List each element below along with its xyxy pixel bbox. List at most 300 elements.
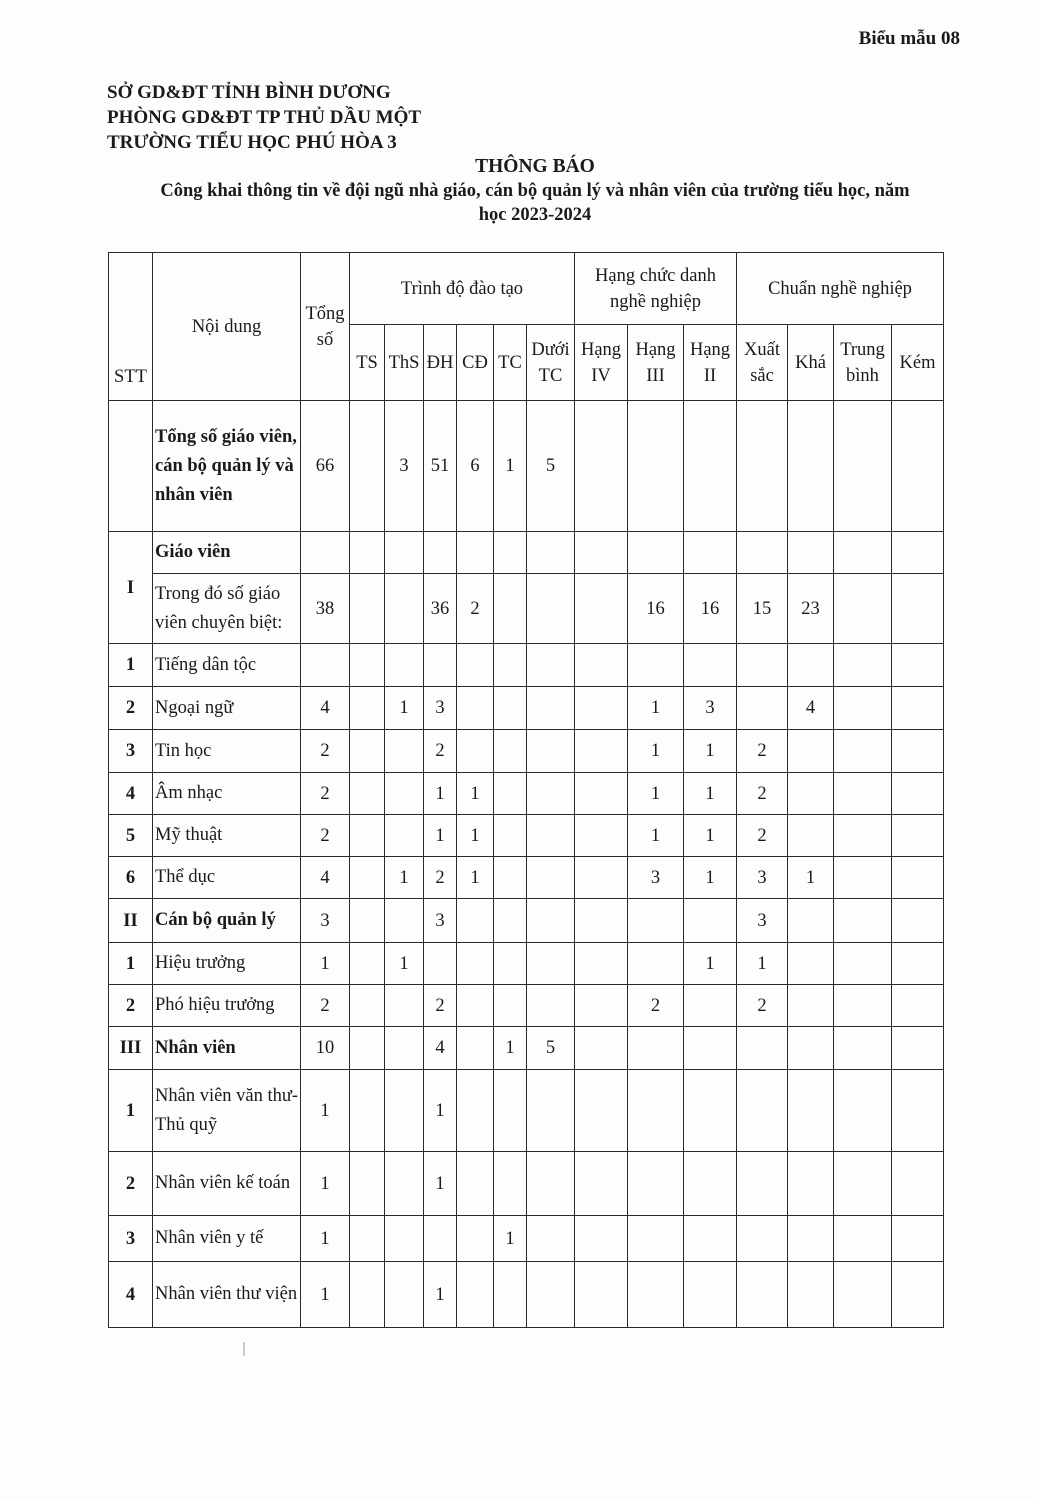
cell-ts — [350, 574, 385, 644]
header-professional-standard: Chuẩn nghề nghiệp — [737, 253, 944, 325]
row-content: Ngoại ngữ — [153, 687, 301, 730]
header-col-average: Trung bình — [834, 325, 892, 401]
cell-kha — [788, 899, 834, 943]
cell-tc — [494, 815, 527, 857]
cell-kha — [788, 1027, 834, 1070]
agency-header — [107, 80, 421, 155]
cell-cd — [457, 985, 494, 1027]
cell-tb — [834, 899, 892, 943]
cell-total: 2 — [301, 730, 350, 773]
cell-dh: 1 — [424, 1152, 457, 1216]
cell-h4 — [575, 1262, 628, 1328]
cell-tb — [834, 1070, 892, 1152]
title-main: THÔNG BÁO — [475, 156, 595, 177]
table-row — [109, 815, 944, 857]
row-stt: 6 — [109, 857, 153, 899]
cell-cd — [457, 1070, 494, 1152]
row-content: Tổng số giáo viên, cán bộ quản lý và nhân viên — [153, 401, 301, 532]
cell-tb — [834, 1152, 892, 1216]
cell-ths — [385, 574, 424, 644]
header-professional-rank: Hạng chức danh nghề nghiệp — [575, 253, 737, 325]
cell-ths: 1 — [385, 857, 424, 899]
header-col-ts: TS — [350, 325, 385, 401]
header-col-cd: CĐ — [457, 325, 494, 401]
cell-tb — [834, 644, 892, 687]
cell-ts — [350, 1262, 385, 1328]
cell-h4 — [575, 1152, 628, 1216]
cell-xs — [737, 644, 788, 687]
cell-tb — [834, 1262, 892, 1328]
title-subtitle-line2: học 2023-2024 — [478, 205, 592, 225]
cell-xs — [737, 1027, 788, 1070]
cell-h3: 1 — [628, 773, 684, 815]
cell-kha — [788, 1070, 834, 1152]
cell-h3 — [628, 1152, 684, 1216]
cell-total: 38 — [301, 574, 350, 644]
cell-duoi-tc — [527, 730, 575, 773]
cell-cd — [457, 730, 494, 773]
cell-h4 — [575, 532, 628, 574]
cell-ths: 1 — [385, 943, 424, 985]
cell-dh: 2 — [424, 985, 457, 1027]
row-content: Thể dục — [153, 857, 301, 899]
cell-duoi-tc — [527, 899, 575, 943]
table-row — [109, 1262, 944, 1328]
cell-tb — [834, 730, 892, 773]
row-stt: II — [109, 899, 153, 943]
cell-h3 — [628, 899, 684, 943]
cell-ts — [350, 773, 385, 815]
cell-ths — [385, 1027, 424, 1070]
cell-h2 — [684, 1070, 737, 1152]
cell-h3: 3 — [628, 857, 684, 899]
cell-tc — [494, 730, 527, 773]
cell-kha — [788, 532, 834, 574]
cell-ts — [350, 815, 385, 857]
cell-dh: 3 — [424, 687, 457, 730]
cell-cd: 2 — [457, 574, 494, 644]
header-col-excellent: Xuất sắc — [737, 325, 788, 401]
cell-h2 — [684, 1262, 737, 1328]
cell-tc — [494, 857, 527, 899]
cell-total: 66 — [301, 401, 350, 532]
cell-dh: 2 — [424, 857, 457, 899]
cell-tc — [494, 899, 527, 943]
form-label: Biểu mẫu 08 — [858, 28, 960, 49]
cell-total: 4 — [301, 687, 350, 730]
cell-cd — [457, 1027, 494, 1070]
cell-duoi-tc — [527, 687, 575, 730]
row-content: Tiếng dân tộc — [153, 644, 301, 687]
cell-duoi-tc — [527, 574, 575, 644]
cell-tc — [494, 1262, 527, 1328]
header-col-weak: Kém — [892, 325, 944, 401]
cell-h2: 1 — [684, 857, 737, 899]
row-content: Hiệu trưởng — [153, 943, 301, 985]
cell-kha — [788, 943, 834, 985]
cell-kem — [892, 644, 944, 687]
header-line-office: PHÒNG GD&ĐT TP THỦ DẦU MỘT — [107, 107, 422, 128]
header-col-dh: ĐH — [424, 325, 457, 401]
row-stt: 3 — [109, 1216, 153, 1262]
cell-cd — [457, 1216, 494, 1262]
row-stt: 3 — [109, 730, 153, 773]
cell-kha — [788, 815, 834, 857]
cell-ths — [385, 899, 424, 943]
cell-ths — [385, 1152, 424, 1216]
cell-h3: 2 — [628, 985, 684, 1027]
cell-ts — [350, 899, 385, 943]
row-stt: 1 — [109, 1070, 153, 1152]
cell-ts — [350, 1070, 385, 1152]
cell-ths — [385, 532, 424, 574]
cell-kem — [892, 899, 944, 943]
cell-kem — [892, 401, 944, 532]
cell-kha — [788, 401, 834, 532]
header-col-tc: TC — [494, 325, 527, 401]
cell-tc — [494, 985, 527, 1027]
cell-kha — [788, 1152, 834, 1216]
cell-h3 — [628, 644, 684, 687]
cell-total: 1 — [301, 1262, 350, 1328]
table-row — [109, 730, 944, 773]
cell-h2 — [684, 1027, 737, 1070]
cell-ts — [350, 985, 385, 1027]
row-content: Cán bộ quản lý — [153, 899, 301, 943]
cell-h4 — [575, 857, 628, 899]
header-col-rank-iii: Hạng III — [628, 325, 684, 401]
cell-kha — [788, 773, 834, 815]
cell-ts — [350, 1216, 385, 1262]
table-row — [109, 943, 944, 985]
cell-h4 — [575, 1070, 628, 1152]
header-col-rank-ii: Hạng II — [684, 325, 737, 401]
cell-total: 10 — [301, 1027, 350, 1070]
cell-ts — [350, 687, 385, 730]
cell-xs: 3 — [737, 857, 788, 899]
cell-total — [301, 644, 350, 687]
cell-duoi-tc — [527, 773, 575, 815]
cell-tc — [494, 1152, 527, 1216]
cell-h3: 1 — [628, 730, 684, 773]
row-stt: 4 — [109, 773, 153, 815]
header-stt: STT — [109, 253, 153, 401]
row-stt: 2 — [109, 1152, 153, 1216]
row-content: Nhân viên văn thư- Thủ quỹ — [153, 1070, 301, 1152]
cell-xs: 2 — [737, 815, 788, 857]
row-content: Nhân viên y tế — [153, 1216, 301, 1262]
cell-h4 — [575, 815, 628, 857]
cell-xs — [737, 1262, 788, 1328]
scan-mark — [243, 1342, 245, 1356]
cell-tb — [834, 532, 892, 574]
row-stt: 4 — [109, 1262, 153, 1328]
cell-tc — [494, 644, 527, 687]
cell-xs: 1 — [737, 943, 788, 985]
cell-cd: 6 — [457, 401, 494, 532]
cell-h2: 16 — [684, 574, 737, 644]
cell-h4 — [575, 985, 628, 1027]
cell-tc — [494, 773, 527, 815]
cell-xs — [737, 687, 788, 730]
row-stt — [109, 401, 153, 532]
cell-dh: 1 — [424, 773, 457, 815]
cell-duoi-tc — [527, 1070, 575, 1152]
header-content: Nội dung — [153, 253, 301, 401]
cell-kha — [788, 730, 834, 773]
cell-h2: 1 — [684, 773, 737, 815]
cell-dh: 3 — [424, 899, 457, 943]
cell-total: 4 — [301, 857, 350, 899]
table-row — [109, 857, 944, 899]
cell-duoi-tc — [527, 985, 575, 1027]
cell-tb — [834, 687, 892, 730]
cell-cd — [457, 943, 494, 985]
table-row — [109, 574, 944, 644]
table-row — [109, 532, 944, 574]
cell-total: 1 — [301, 1070, 350, 1152]
cell-ths: 1 — [385, 687, 424, 730]
cell-dh — [424, 644, 457, 687]
title-subtitle-line1: Công khai thông tin về đội ngũ nhà giáo, cán bộ quản lý và nhân viên của trường tiểu học, năm — [160, 181, 910, 201]
cell-h3 — [628, 1216, 684, 1262]
cell-duoi-tc — [527, 943, 575, 985]
row-content: Phó hiệu trưởng — [153, 985, 301, 1027]
row-stt: I — [109, 532, 153, 644]
cell-cd — [457, 687, 494, 730]
header-training-level: Trình độ đào tạo — [350, 253, 575, 325]
cell-h4 — [575, 773, 628, 815]
cell-h2 — [684, 899, 737, 943]
cell-total: 2 — [301, 815, 350, 857]
cell-duoi-tc — [527, 1216, 575, 1262]
cell-tb — [834, 574, 892, 644]
cell-tb — [834, 985, 892, 1027]
cell-ts — [350, 1027, 385, 1070]
cell-h4 — [575, 687, 628, 730]
cell-duoi-tc — [527, 644, 575, 687]
header-line-school: TRƯỜNG TIỂU HỌC PHÚ HÒA 3 — [107, 132, 397, 153]
cell-h3 — [628, 1070, 684, 1152]
cell-tb — [834, 1216, 892, 1262]
cell-h4 — [575, 943, 628, 985]
cell-total: 1 — [301, 943, 350, 985]
cell-duoi-tc — [527, 532, 575, 574]
row-content: Âm nhạc — [153, 773, 301, 815]
cell-h2 — [684, 401, 737, 532]
cell-h2 — [684, 985, 737, 1027]
document-title — [110, 155, 960, 227]
cell-h3 — [628, 943, 684, 985]
cell-kem — [892, 1027, 944, 1070]
cell-ts — [350, 730, 385, 773]
cell-h4 — [575, 401, 628, 532]
cell-h4 — [575, 899, 628, 943]
cell-cd: 1 — [457, 773, 494, 815]
cell-ths — [385, 644, 424, 687]
cell-h2 — [684, 1152, 737, 1216]
cell-kem — [892, 532, 944, 574]
header-col-duoi-tc: Dưới TC — [527, 325, 575, 401]
cell-cd — [457, 899, 494, 943]
cell-h2 — [684, 1216, 737, 1262]
row-content: Mỹ thuật — [153, 815, 301, 857]
cell-kha — [788, 1216, 834, 1262]
cell-duoi-tc — [527, 857, 575, 899]
cell-h3: 1 — [628, 687, 684, 730]
cell-h3 — [628, 1262, 684, 1328]
table-row — [109, 985, 944, 1027]
cell-h2: 1 — [684, 730, 737, 773]
row-content: Nhân viên thư viện — [153, 1262, 301, 1328]
cell-h2 — [684, 532, 737, 574]
cell-kem — [892, 687, 944, 730]
table-row — [109, 1216, 944, 1262]
cell-h3 — [628, 1027, 684, 1070]
cell-ths — [385, 1216, 424, 1262]
cell-total — [301, 532, 350, 574]
cell-dh: 36 — [424, 574, 457, 644]
table-row — [109, 1027, 944, 1070]
header-col-good: Khá — [788, 325, 834, 401]
cell-dh: 1 — [424, 1262, 457, 1328]
row-stt: 1 — [109, 943, 153, 985]
cell-h2: 1 — [684, 815, 737, 857]
cell-h4 — [575, 730, 628, 773]
cell-ts — [350, 1152, 385, 1216]
cell-dh — [424, 943, 457, 985]
cell-ts — [350, 943, 385, 985]
cell-tb — [834, 815, 892, 857]
cell-duoi-tc — [527, 1152, 575, 1216]
cell-tc: 1 — [494, 401, 527, 532]
cell-h2: 3 — [684, 687, 737, 730]
table-row — [109, 687, 944, 730]
cell-duoi-tc — [527, 1262, 575, 1328]
table-row — [109, 401, 944, 532]
table-row — [109, 1070, 944, 1152]
cell-xs: 2 — [737, 985, 788, 1027]
cell-total: 3 — [301, 899, 350, 943]
cell-tc — [494, 532, 527, 574]
cell-cd: 1 — [457, 815, 494, 857]
table-row — [109, 773, 944, 815]
cell-ths — [385, 1262, 424, 1328]
cell-ts — [350, 532, 385, 574]
row-content: Tin học — [153, 730, 301, 773]
cell-tb — [834, 401, 892, 532]
cell-tc — [494, 574, 527, 644]
cell-tb — [834, 1027, 892, 1070]
cell-h4 — [575, 1216, 628, 1262]
cell-cd: 1 — [457, 857, 494, 899]
row-stt: 1 — [109, 644, 153, 687]
cell-xs: 3 — [737, 899, 788, 943]
cell-dh: 1 — [424, 815, 457, 857]
cell-kem — [892, 574, 944, 644]
cell-dh: 2 — [424, 730, 457, 773]
row-stt: 5 — [109, 815, 153, 857]
row-stt: III — [109, 1027, 153, 1070]
row-stt: 2 — [109, 687, 153, 730]
header-col-rank-iv: Hạng IV — [575, 325, 628, 401]
cell-ts — [350, 644, 385, 687]
header-line-department: SỞ GD&ĐT TỈNH BÌNH DƯƠNG — [107, 82, 391, 103]
staff-table — [108, 252, 944, 1328]
cell-kem — [892, 1216, 944, 1262]
cell-kem — [892, 730, 944, 773]
cell-kem — [892, 1070, 944, 1152]
table-row — [109, 1152, 944, 1216]
cell-h2: 1 — [684, 943, 737, 985]
cell-h4 — [575, 1027, 628, 1070]
cell-ts — [350, 401, 385, 532]
cell-xs — [737, 1070, 788, 1152]
row-content: Giáo viên — [153, 532, 301, 574]
cell-h4 — [575, 574, 628, 644]
cell-ths — [385, 815, 424, 857]
row-content: Trong đó số giáo viên chuyên biệt: — [153, 574, 301, 644]
cell-tc: 1 — [494, 1216, 527, 1262]
cell-duoi-tc: 5 — [527, 401, 575, 532]
header-total: Tổng số — [301, 253, 350, 401]
cell-kha: 1 — [788, 857, 834, 899]
cell-dh — [424, 532, 457, 574]
cell-tb — [834, 943, 892, 985]
cell-dh: 1 — [424, 1070, 457, 1152]
cell-duoi-tc: 5 — [527, 1027, 575, 1070]
cell-kem — [892, 985, 944, 1027]
cell-total: 2 — [301, 773, 350, 815]
cell-tc: 1 — [494, 1027, 527, 1070]
cell-kem — [892, 773, 944, 815]
cell-xs — [737, 401, 788, 532]
cell-xs — [737, 532, 788, 574]
cell-tc — [494, 1070, 527, 1152]
cell-xs: 2 — [737, 730, 788, 773]
cell-h3: 16 — [628, 574, 684, 644]
cell-h3: 1 — [628, 815, 684, 857]
cell-tc — [494, 943, 527, 985]
cell-cd — [457, 532, 494, 574]
cell-kem — [892, 1152, 944, 1216]
cell-ths — [385, 773, 424, 815]
cell-xs — [737, 1152, 788, 1216]
cell-ths — [385, 985, 424, 1027]
cell-ths: 3 — [385, 401, 424, 532]
cell-kha: 4 — [788, 687, 834, 730]
cell-kem — [892, 815, 944, 857]
cell-total: 2 — [301, 985, 350, 1027]
row-content: Nhân viên kế toán — [153, 1152, 301, 1216]
row-content: Nhân viên — [153, 1027, 301, 1070]
cell-tb — [834, 857, 892, 899]
cell-tc — [494, 687, 527, 730]
cell-kem — [892, 1262, 944, 1328]
cell-dh: 51 — [424, 401, 457, 532]
cell-h4 — [575, 644, 628, 687]
cell-ths — [385, 1070, 424, 1152]
cell-cd — [457, 1262, 494, 1328]
cell-h2 — [684, 644, 737, 687]
cell-kha: 23 — [788, 574, 834, 644]
cell-cd — [457, 1152, 494, 1216]
cell-total: 1 — [301, 1152, 350, 1216]
cell-kem — [892, 857, 944, 899]
table-row — [109, 899, 944, 943]
cell-kem — [892, 943, 944, 985]
cell-xs: 2 — [737, 773, 788, 815]
